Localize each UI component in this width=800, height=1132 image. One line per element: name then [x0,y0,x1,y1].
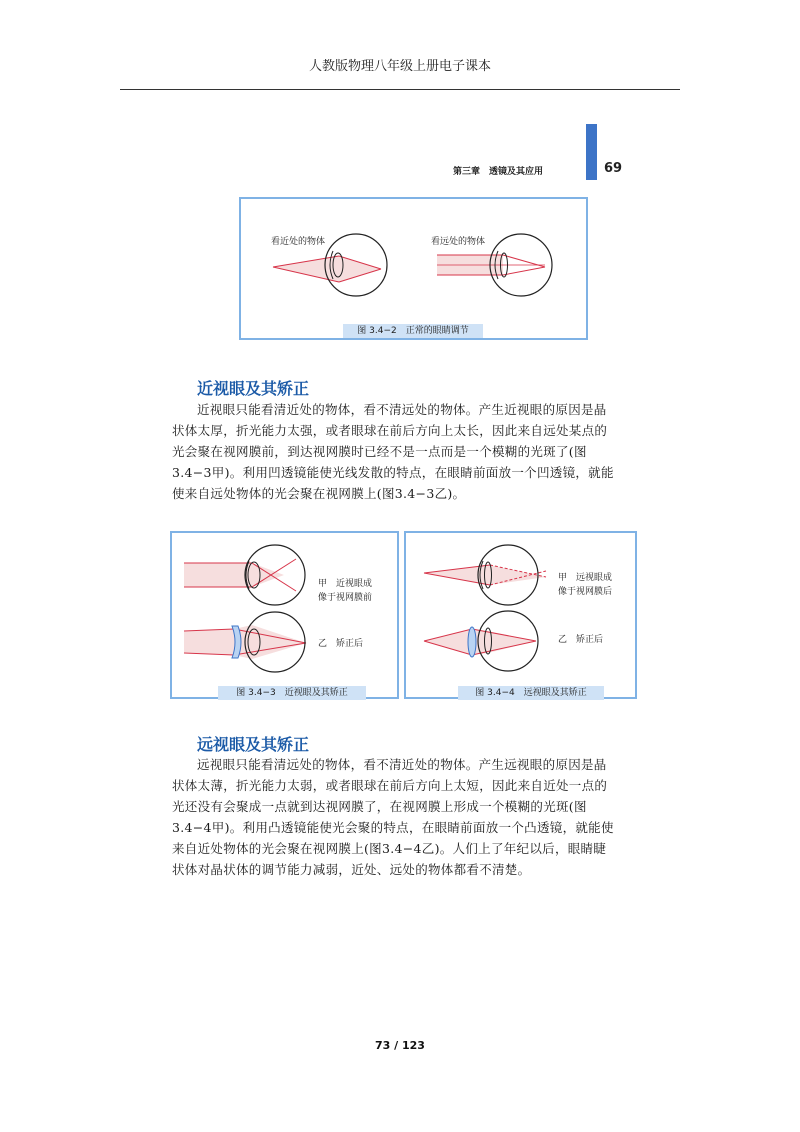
paragraph-line: 3.4−4甲)。利用凸透镜能使光会聚的特点，在眼睛前面放一个凸透镜，就能使 [172,820,614,835]
header-rule [120,89,680,90]
pdf-page-indicator: 73 / 123 [375,1039,425,1052]
figure-3-4-4-caption: 图 3.4−4 远视眼及其矫正 [458,686,604,700]
label-myopia-jia-1: 甲 近视眼成 [318,579,373,589]
paragraph-line: 状体太薄，折光能力太弱，或者眼球在前后方向上太短，因此来自近处一点的 [172,778,608,793]
eye-hyperopia-corrected [424,611,538,671]
label-hyperopia-yi: 乙 矫正后 [558,635,604,645]
paragraph-line: 近视眼只能看清近处的物体，看不清远处的物体。产生近视眼的原因是晶 [197,402,607,417]
page-tab-marker [586,124,597,180]
figure-3-4-3-caption: 图 3.4−3 近视眼及其矫正 [218,686,366,700]
eye-hyperopia-uncorrected [424,545,546,605]
label-myopia-jia-2: 像于视网膜前 [318,593,373,603]
label-far-object: 看远处的物体 [431,237,486,247]
label-near-object: 看近处的物体 [271,237,326,247]
figure-3-4-2-caption: 图 3.4−2 正常的眼睛调节 [343,324,483,338]
figure-3-4-2 [239,197,588,340]
figure-3-4-3 [170,531,399,699]
paragraph-line: 光会聚在视网膜前，到达视网膜时已经不是一点而是一个模糊的光斑了(图 [172,444,587,459]
paragraph-line: 远视眼只能看清远处的物体，看不清近处的物体。产生远视眼的原因是晶 [197,757,607,772]
eye-myopia-uncorrected [184,545,305,605]
book-page-number: 69 [604,161,623,176]
running-head-chapter: 第三章 透镜及其应用 [453,167,544,177]
eye-myopia-corrected [184,612,306,672]
paragraph-line: 3.4−3甲)。利用凹透镜能使光线发散的特点，在眼睛前面放一个凹透镜，就能 [172,465,614,480]
figure-3-4-4-drawing [406,533,635,697]
section-title-hyperopia: 远视眼及其矫正 [197,735,310,754]
section-title-myopia: 近视眼及其矫正 [197,379,310,398]
paragraph-line: 来自近处物体的光会聚在视网膜上(图3.4−4乙)。人们上了年纪以后，眼睛睫 [172,841,607,856]
label-myopia-yi: 乙 矫正后 [318,639,364,649]
label-hyperopia-jia-1: 甲 远视眼成 [558,573,613,583]
paragraph-hyperopia [172,754,634,880]
figure-3-4-4 [404,531,637,699]
figure-3-4-3-drawing [172,533,397,697]
document-header: 人教版物理八年级上册电子课本 [308,59,491,74]
label-hyperopia-jia-2: 像于视网膜后 [558,587,613,597]
paragraph-line: 状体对晶状体的调节能力减弱，近处、远处的物体都看不清楚。 [172,862,531,877]
paragraph-line: 状体太厚，折光能力太强，或者眼球在前后方向上太长，因此来自远处某点的 [172,423,608,438]
figure-3-4-2-drawing [241,199,586,338]
paragraph-line: 使来自远处物体的光会聚在视网膜上(图3.4−3乙)。 [172,486,466,501]
paragraph-line: 光还没有会聚成一点就到达视网膜了，在视网膜上形成一个模糊的光斑(图 [172,799,587,814]
paragraph-myopia [172,399,634,504]
